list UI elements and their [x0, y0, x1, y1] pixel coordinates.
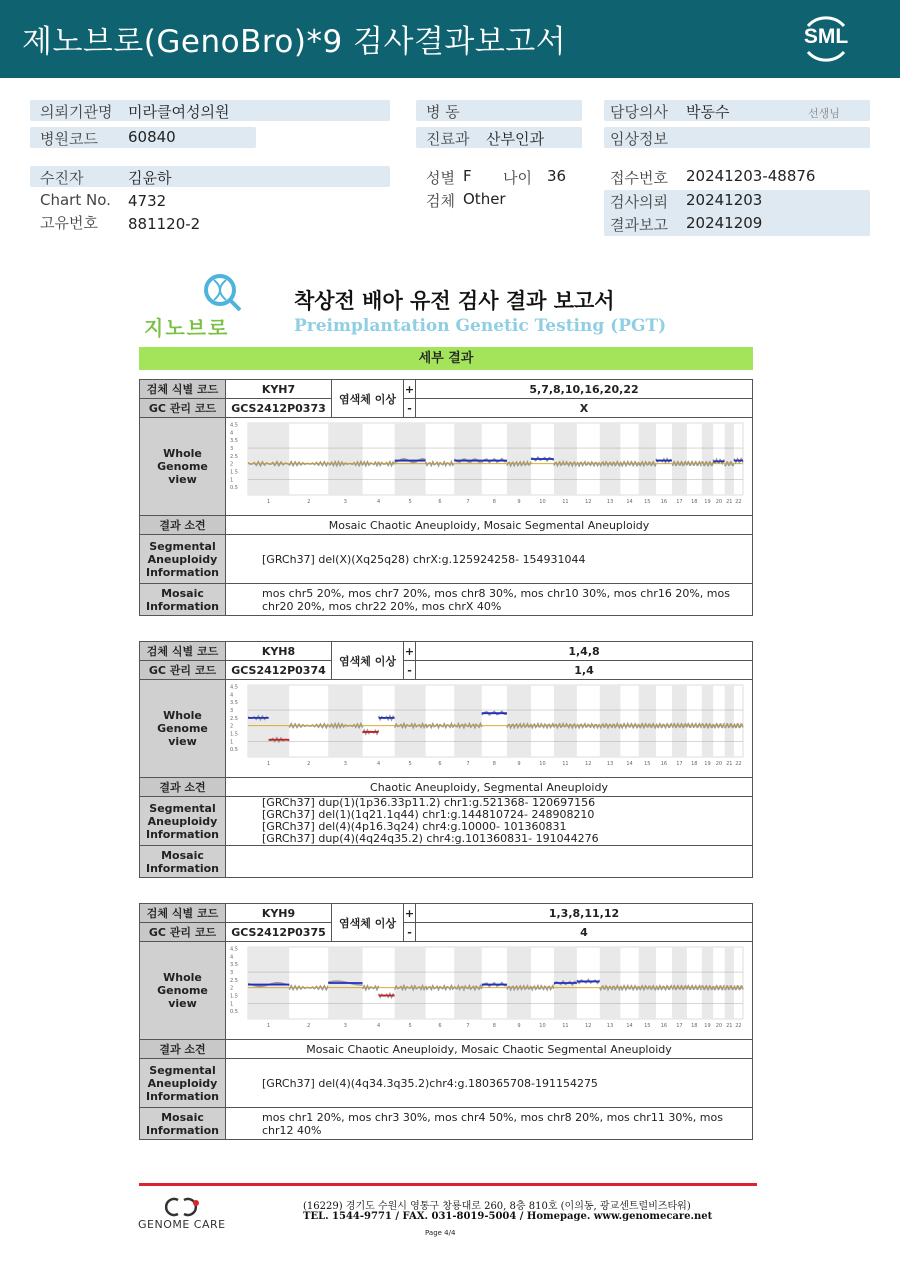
x-tick-label: 11	[562, 760, 569, 767]
y-tick-label: 3.5	[230, 699, 238, 706]
hospital-code-label: 병원코드	[40, 130, 98, 148]
x-tick-label: 19	[704, 1022, 711, 1029]
x-tick-label: 19	[704, 498, 711, 505]
y-tick-label: 1	[230, 1000, 234, 1007]
y-tick-label: 1.5	[230, 469, 238, 476]
y-tick-label: 4	[230, 953, 234, 960]
x-tick-label: 20	[715, 498, 723, 505]
x-tick-label: 22	[735, 498, 742, 505]
plus-chromosomes: 5,7,8,10,16,20,22	[416, 380, 753, 399]
sample-code-value: KYH9	[226, 904, 332, 923]
dept-label: 진료과	[426, 130, 470, 148]
segmental-value	[226, 535, 753, 584]
segmental-line: [GRCh37] del(X)(Xq25q28) chrX:g.125924258- 154931044	[262, 552, 586, 566]
uid-label: 고유번호	[40, 214, 98, 232]
chromosome-band	[454, 947, 482, 1019]
gc-code-label: GC 관리 코드	[140, 661, 226, 680]
sample-block	[139, 903, 753, 1140]
mosaic-value	[226, 846, 753, 878]
x-tick-label: 4	[377, 760, 381, 767]
y-tick-label: 4.5	[230, 946, 238, 953]
request-label: 검사의뢰	[610, 193, 668, 211]
x-tick-label: 18	[691, 760, 698, 767]
plus-sign: +	[404, 642, 416, 661]
chromosome-band	[328, 685, 362, 757]
chromosome-band	[454, 423, 482, 495]
gc-code-label: GC 관리 코드	[140, 923, 226, 942]
institution-label: 의뢰기관명	[40, 103, 113, 121]
x-tick-label: 5	[408, 760, 412, 767]
sample-block	[139, 641, 753, 878]
chromosome-band	[702, 423, 713, 495]
chromosome-band	[702, 947, 713, 1019]
y-tick-label: 4	[230, 429, 234, 436]
x-tick-label: 6	[438, 498, 442, 505]
chromosome-band	[725, 685, 734, 757]
x-tick-label: 12	[585, 760, 592, 767]
whole-genome-plot	[228, 419, 748, 515]
x-tick-label: 9	[517, 760, 521, 767]
uid-value: 881120-2	[128, 215, 201, 233]
y-tick-label: 0.5	[230, 746, 238, 753]
x-tick-label: 13	[606, 498, 614, 505]
y-tick-label: 3.5	[230, 961, 238, 968]
x-tick-label: 14	[626, 498, 633, 505]
y-tick-label: 3	[230, 707, 234, 714]
dept-value: 산부인과	[486, 130, 544, 148]
finding-value: Mosaic Chaotic Aneuploidy, Mosaic Segmental Aneuploidy	[226, 516, 753, 535]
x-tick-label: 10	[539, 1022, 546, 1029]
sample-code-label: 검체 식별 코드	[140, 642, 226, 661]
chromosome-band	[507, 423, 531, 495]
specimen-label: 검체	[426, 192, 455, 210]
x-tick-label: 21	[726, 1022, 733, 1029]
finding-value: Mosaic Chaotic Aneuploidy, Mosaic Chaotic Segmental Aneuploidy	[226, 1040, 753, 1059]
segmental-value	[226, 1059, 753, 1108]
y-tick-label: 0.5	[230, 1008, 238, 1015]
sample-code-label: 검체 식별 코드	[140, 904, 226, 923]
segmental-line: [GRCh37] del(4)(4q34.3q35.2)chr4:g.180365708-191154275	[262, 1076, 598, 1090]
x-tick-label: 14	[626, 760, 633, 767]
age-label: 나이	[503, 169, 532, 187]
dna-magnifier-icon	[138, 272, 258, 312]
segmental-label: Segmental Aneuploidy Information	[140, 797, 226, 846]
mosaic-value: mos chr5 20%, mos chr7 20%, mos chr8 30%, mos chr10 30%, mos chr16 20%, mos chr20 20%, mos chr22 20%, mos chrX 40%	[226, 584, 753, 616]
x-tick-label: 14	[626, 1022, 633, 1029]
chromosome-band	[554, 423, 577, 495]
segmental-label: Segmental Aneuploidy Information	[140, 535, 226, 584]
y-tick-label: 3	[230, 969, 234, 976]
x-tick-label: 2	[307, 1022, 311, 1029]
minus-chromosomes: 1,4	[416, 661, 753, 680]
x-tick-label: 22	[735, 1022, 742, 1029]
minus-chromosomes: X	[416, 399, 753, 418]
x-tick-label: 12	[585, 1022, 592, 1029]
chromosome-band	[672, 685, 687, 757]
minus-sign: -	[404, 661, 416, 680]
chromosome-band	[600, 685, 621, 757]
y-tick-label: 1	[230, 738, 234, 745]
x-tick-label: 10	[539, 760, 546, 767]
finding-label: 결과 소견	[140, 778, 226, 797]
chromosome-band	[639, 685, 656, 757]
x-tick-label: 22	[735, 760, 742, 767]
x-tick-label: 4	[377, 498, 381, 505]
finding-value: Chaotic Aneuploidy, Segmental Aneuploidy	[226, 778, 753, 797]
chromosome-band	[725, 423, 734, 495]
footer-contact: TEL. 1544-9771 / FAX. 031-8019-5004 / Homepage. www.genomecare.net	[303, 1211, 713, 1222]
institution-value: 미라클여성의원	[128, 103, 230, 121]
y-tick-label: 4.5	[230, 684, 238, 691]
chart-value: 4732	[128, 192, 167, 210]
x-tick-label: 2	[307, 498, 311, 505]
age-value: 36	[547, 167, 567, 185]
gc-code-value: GCS2412P0375	[226, 923, 332, 942]
x-tick-label: 5	[408, 1022, 412, 1029]
report-label: 결과보고	[610, 216, 668, 234]
y-tick-label: 2	[230, 461, 234, 468]
x-tick-label: 21	[726, 760, 733, 767]
segmental-line: [GRCh37] dup(1)(1p36.33p11.2) chr1:g.521368- 120697156	[262, 796, 596, 809]
x-tick-label: 3	[343, 498, 347, 505]
finding-label: 결과 소견	[140, 516, 226, 535]
chromosome-band	[672, 423, 687, 495]
segmental-line: [GRCh37] del(4)(4p16.3q24) chr4:g.10000- 101360831	[262, 820, 567, 833]
doctor-value: 박동수	[686, 103, 730, 121]
chart-label: Chart No.	[40, 191, 111, 209]
x-tick-label: 1	[267, 1022, 271, 1029]
chromosome-band	[702, 685, 713, 757]
whole-genome-plot	[228, 681, 748, 777]
x-tick-label: 7	[466, 498, 470, 505]
report-subtitle: Preimplantation Genetic Testing (PGT)	[294, 316, 667, 336]
x-tick-label: 9	[517, 498, 521, 505]
x-tick-label: 2	[307, 760, 311, 767]
plus-chromosomes: 1,4,8	[416, 642, 753, 661]
abnormality-label: 염색체 이상	[332, 904, 404, 942]
report-header-title: 제노브로(GenoBro)*9 검사결과보고서	[22, 24, 567, 60]
sample-code-value: KYH7	[226, 380, 332, 399]
chromosome-band	[554, 685, 577, 757]
y-tick-label: 1	[230, 476, 234, 483]
y-tick-label: 0.5	[230, 484, 238, 491]
x-tick-label: 16	[660, 760, 668, 767]
section-title: 세부 결과	[139, 347, 753, 370]
y-tick-label: 2	[230, 985, 234, 992]
x-tick-label: 6	[438, 1022, 442, 1029]
gc-code-value: GCS2412P0374	[226, 661, 332, 680]
x-tick-label: 7	[466, 1022, 470, 1029]
plus-sign: +	[404, 904, 416, 923]
receipt-label: 접수번호	[610, 169, 668, 187]
chromosome-band	[600, 423, 621, 495]
segmental-line: [GRCh37] dup(4)(4q24q35.2) chr4:g.101360831- 191044276	[262, 832, 599, 845]
y-tick-label: 2.5	[230, 715, 238, 722]
x-tick-label: 8	[492, 760, 496, 767]
genome-care-name: GENOME CARE	[138, 1218, 226, 1231]
x-tick-label: 11	[562, 498, 569, 505]
chromosome-band	[507, 685, 531, 757]
y-tick-label: 4.5	[230, 422, 238, 429]
x-tick-label: 4	[377, 1022, 381, 1029]
x-tick-label: 15	[644, 760, 651, 767]
abnormality-label: 염색체 이상	[332, 380, 404, 418]
doctor-suffix: 선생님	[808, 107, 840, 120]
ward-label: 병 동	[426, 103, 460, 121]
sample-block	[139, 379, 753, 616]
sex-label: 성별	[426, 169, 455, 187]
x-tick-label: 13	[606, 1022, 614, 1029]
genobro-logo	[138, 272, 258, 340]
y-tick-label: 1.5	[230, 993, 238, 1000]
report-header	[0, 0, 900, 78]
minus-sign: -	[404, 399, 416, 418]
x-tick-label: 5	[408, 498, 412, 505]
x-tick-label: 12	[585, 498, 592, 505]
x-tick-label: 16	[660, 498, 668, 505]
x-tick-label: 8	[492, 1022, 496, 1029]
chromosome-band	[639, 947, 656, 1019]
wgv-label: Whole Genome view	[140, 680, 226, 778]
x-tick-label: 19	[704, 760, 711, 767]
mosaic-label: Mosaic Information	[140, 584, 226, 616]
x-tick-label: 6	[438, 760, 442, 767]
patient-value: 김윤하	[128, 169, 172, 187]
whole-genome-plot	[228, 943, 748, 1039]
y-tick-label: 3	[230, 445, 234, 452]
x-tick-label: 21	[726, 498, 733, 505]
sample-code-label: 검체 식별 코드	[140, 380, 226, 399]
chromosome-band	[328, 423, 362, 495]
specimen-value: Other	[463, 190, 506, 208]
sex-value: F	[463, 167, 472, 185]
chromosome-band	[507, 947, 531, 1019]
x-tick-label: 16	[660, 1022, 668, 1029]
x-tick-label: 1	[267, 760, 271, 767]
x-tick-label: 7	[466, 760, 470, 767]
x-tick-label: 18	[691, 1022, 698, 1029]
x-tick-label: 17	[676, 760, 683, 767]
mosaic-label: Mosaic Information	[140, 846, 226, 878]
sml-logo	[798, 12, 854, 66]
chromosome-band	[248, 423, 289, 495]
x-tick-label: 17	[676, 1022, 683, 1029]
segmental-line: [GRCh37] del(1)(1q21.1q44) chr1:g.144810724- 248908210	[262, 808, 595, 821]
sml-logo-text: SML	[803, 25, 849, 48]
page-number: Page 4/4	[425, 1229, 456, 1237]
patient-label: 수진자	[40, 169, 84, 187]
x-tick-label: 17	[676, 498, 683, 505]
footer-divider	[139, 1183, 757, 1186]
gc-code-value: GCS2412P0373	[226, 399, 332, 418]
mosaic-value: mos chr1 20%, mos chr3 30%, mos chr4 50%, mos chr8 20%, mos chr11 30%, mos chr12 40%	[226, 1108, 753, 1140]
wgv-label: Whole Genome view	[140, 418, 226, 516]
y-tick-label: 2.5	[230, 453, 238, 460]
genobro-logo-text: 지노브로	[144, 316, 230, 340]
x-tick-label: 3	[343, 1022, 347, 1029]
report-value: 20241209	[686, 214, 763, 232]
hospital-code-value: 60840	[128, 128, 176, 146]
y-tick-label: 2	[230, 723, 234, 730]
wgv-label: Whole Genome view	[140, 942, 226, 1040]
segmental-value	[226, 797, 753, 846]
segmental-label: Segmental Aneuploidy Information	[140, 1059, 226, 1108]
chromosome-band	[395, 947, 426, 1019]
chromosome-band	[725, 947, 734, 1019]
finding-label: 결과 소견	[140, 1040, 226, 1059]
receipt-value: 20241203-48876	[686, 167, 816, 185]
x-tick-label: 11	[562, 1022, 569, 1029]
footer-address: (16229) 경기도 수원시 영통구 창룡대로 260, 8층 810호 (이의동, 광교센트럴비즈타워)	[303, 1201, 691, 1212]
y-tick-label: 1.5	[230, 731, 238, 738]
minus-chromosomes: 4	[416, 923, 753, 942]
y-tick-label: 2.5	[230, 977, 238, 984]
plot-area	[248, 685, 743, 757]
x-tick-label: 9	[517, 1022, 521, 1029]
x-tick-label: 15	[644, 498, 651, 505]
x-tick-label: 20	[715, 1022, 723, 1029]
gc-code-label: GC 관리 코드	[140, 399, 226, 418]
mosaic-label: Mosaic Information	[140, 1108, 226, 1140]
x-tick-label: 10	[539, 498, 546, 505]
minus-sign: -	[404, 923, 416, 942]
chromosome-band	[639, 423, 656, 495]
chromosome-band	[454, 685, 482, 757]
plus-chromosomes: 1,3,8,11,12	[416, 904, 753, 923]
x-tick-label: 8	[492, 498, 496, 505]
clinical-label: 임상정보	[610, 130, 668, 148]
report-title: 착상전 배아 유전 검사 결과 보고서	[294, 289, 615, 313]
sample-code-value: KYH8	[226, 642, 332, 661]
doctor-label: 담당의사	[610, 103, 668, 121]
chromosome-band	[395, 685, 426, 757]
x-tick-label: 13	[606, 760, 614, 767]
abnormality-label: 염색체 이상	[332, 642, 404, 680]
y-tick-label: 3.5	[230, 437, 238, 444]
plus-sign: +	[404, 380, 416, 399]
x-tick-label: 20	[715, 760, 723, 767]
y-tick-label: 4	[230, 691, 234, 698]
x-tick-label: 3	[343, 760, 347, 767]
x-tick-label: 15	[644, 1022, 651, 1029]
x-tick-label: 18	[691, 498, 698, 505]
chromosome-band	[248, 685, 289, 757]
x-tick-label: 1	[267, 498, 271, 505]
request-value: 20241203	[686, 191, 763, 209]
chromosome-band	[672, 947, 687, 1019]
chromosome-band	[600, 947, 621, 1019]
